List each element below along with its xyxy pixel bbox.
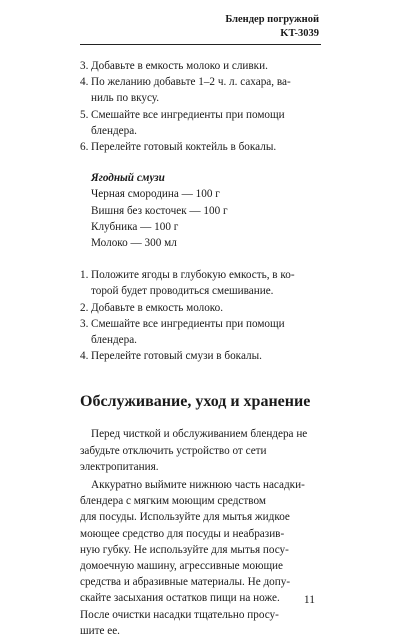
step-number: 4.	[80, 350, 89, 363]
step-text-line: блендера.	[91, 124, 137, 137]
list-item	[80, 58, 320, 74]
header-product-name: Блендер погружной	[225, 14, 319, 25]
paragraph-line: Перед чисткой и обслуживанием блендера не забудьте отключить устройство от сети	[80, 428, 308, 457]
ingredient-line: Черная смородина — 100 г	[91, 188, 220, 201]
page-number: 11	[303, 594, 315, 606]
page-content	[80, 58, 320, 639]
step-text-line: Перелейте готовый смузи в бокалы.	[91, 350, 262, 363]
step-text-line: Положите ягоды в глубокую емкость, в ко-	[91, 269, 295, 282]
section-heading: Обслуживание, уход и хранение	[80, 393, 311, 411]
step-number: 1.	[80, 269, 89, 282]
header-rule	[80, 44, 321, 45]
step-text-line: Смешайте все ингредиенты при помощи	[91, 317, 285, 330]
step-text-line: По желанию добавьте 1–2 ч. л. сахара, ва-	[91, 76, 291, 89]
ingredients-list	[80, 186, 320, 251]
paragraph-line: для посуды. Используйте для мытья жидкое	[80, 511, 290, 524]
ingredient-line: Вишня без косточек — 100 г	[91, 204, 228, 217]
ingredient-line: Клубника — 100 г	[91, 220, 179, 233]
list-item	[80, 267, 320, 299]
paragraph-line: шите ее.	[80, 624, 120, 637]
paragraph-line: Аккуратно выймите нижнюю часть насадки-блендера с мягким моющим средством	[80, 479, 305, 508]
paragraph-line: скайте засыхания остатков пищи на ноже.	[80, 592, 280, 605]
paragraph	[80, 426, 320, 475]
paragraph	[80, 477, 320, 639]
smoothie-steps-list	[80, 267, 320, 364]
paragraph-line: моющее средство для посуды и неабразив-	[80, 527, 285, 540]
paragraph-line: средства и абразивные материалы. Не допу-	[80, 576, 291, 589]
running-header	[225, 13, 319, 41]
paragraph-line: домоечную машину, агрессивные моющие	[80, 560, 284, 573]
step-text-line: Перелейте готовый коктейль в бокалы.	[91, 141, 277, 154]
step-text-line: Добавьте в емкость молоко.	[91, 301, 224, 314]
step-number: 3.	[80, 317, 89, 330]
step-text-line: блендера.	[91, 334, 137, 347]
recipe-title: Ягодный смузи	[91, 172, 165, 185]
paragraph-line: электропитания.	[80, 460, 159, 473]
list-item	[80, 107, 320, 139]
ingredient-line: Молоко — 300 мл	[91, 237, 177, 250]
section-body	[80, 426, 320, 639]
paragraph-line: ную губку. Не используйте для мытья посу-	[80, 543, 289, 556]
step-text-line: Добавьте в емкость молоко и сливки.	[91, 60, 268, 72]
list-item	[80, 74, 320, 106]
cocktail-steps-list	[80, 58, 320, 155]
step-number: 3.	[80, 60, 89, 72]
header-model-number: KT-3039	[280, 28, 319, 39]
step-number: 6.	[80, 141, 89, 154]
step-number: 5.	[80, 108, 89, 121]
step-text-line: ниль по вкусу.	[91, 92, 160, 105]
step-text-line: торой будет проводиться смешивание.	[91, 285, 274, 298]
step-number: 4.	[80, 76, 89, 89]
list-item	[80, 316, 320, 348]
list-item	[80, 139, 320, 155]
list-item	[80, 348, 320, 364]
list-item	[80, 300, 320, 316]
step-number: 2.	[80, 301, 89, 314]
step-text-line: Смешайте все ингредиенты при помощи	[91, 108, 285, 121]
paragraph-line: После очистки насадки тщательно просу-	[80, 608, 279, 621]
